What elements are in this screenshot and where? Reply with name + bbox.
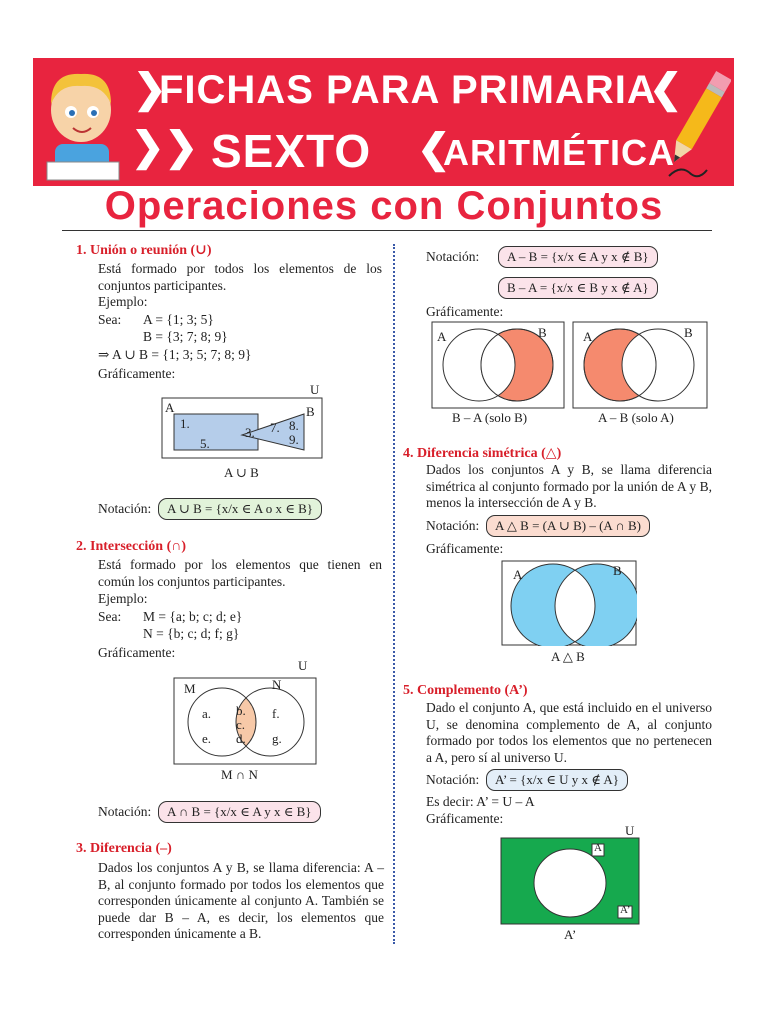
set-b-label: B bbox=[613, 563, 622, 578]
chevron-icon: ❮ bbox=[649, 67, 683, 111]
graphic-label: Gráficamente: bbox=[98, 645, 176, 660]
set-a-label: A bbox=[437, 329, 447, 344]
set-a-def: A = {1; 3; 5} bbox=[143, 312, 214, 327]
complement-diagram bbox=[500, 837, 640, 925]
section-union-desc: Está formado por todos los elementos de los conjuntos participantes. bbox=[98, 261, 382, 293]
notation-label: Notación: bbox=[98, 501, 152, 516]
set-b-label: B bbox=[306, 404, 315, 419]
set-a-label: A bbox=[594, 842, 602, 854]
element-9: 9. bbox=[289, 432, 299, 447]
banner-line1: FICHAS PARA PRIMARIA bbox=[159, 68, 657, 112]
double-chevron-icon: ❯❯ bbox=[131, 125, 199, 169]
title-rule bbox=[62, 230, 712, 231]
element-7: 7. bbox=[270, 420, 280, 435]
complement-label: A’ bbox=[620, 904, 631, 916]
notation-label: Notación: bbox=[426, 772, 480, 787]
element-d: d. bbox=[236, 731, 246, 746]
example-label: Ejemplo: bbox=[98, 294, 148, 309]
banner-subject: ARITMÉTICA bbox=[443, 132, 675, 173]
symmetric-diff-formula: A △ B = (A ∪ B) – (A ∩ B) bbox=[486, 515, 650, 537]
union-formula: A ∪ B = {x/x ∈ A o x ∈ B} bbox=[158, 498, 322, 520]
sea-label: Sea: bbox=[98, 312, 122, 327]
notation-label: Notación: bbox=[426, 249, 480, 264]
notation-label: Notación: bbox=[426, 518, 480, 533]
banner-line2: SEXTO bbox=[211, 125, 372, 177]
difference-formula-1: A – B = {x/x ∈ A y x ∉ B} bbox=[498, 246, 658, 268]
symmetric-diff-caption: A △ B bbox=[551, 649, 585, 664]
graphic-label: Gráficamente: bbox=[426, 541, 504, 556]
intersection-caption: M ∩ N bbox=[221, 767, 258, 782]
element-1: 1. bbox=[180, 416, 190, 431]
set-a-label: A bbox=[583, 329, 593, 344]
element-g: g. bbox=[272, 731, 282, 746]
pencil-icon bbox=[661, 64, 731, 182]
section-symmetric-diff-title: 4. Diferencia simétrica (△) bbox=[403, 446, 562, 461]
complement-formula: A’ = {x/x ∈ U y x ∉ A} bbox=[486, 769, 628, 791]
element-f: f. bbox=[272, 706, 280, 721]
set-a-label: A bbox=[165, 400, 175, 415]
union-result: ⇒ A ∪ B = {1; 3; 5; 7; 8; 9} bbox=[98, 347, 252, 362]
difference-caption-2: A – B (solo A) bbox=[598, 410, 674, 425]
difference-caption-1: B – A (solo B) bbox=[452, 410, 528, 425]
graphic-label: Gráficamente: bbox=[98, 366, 176, 381]
set-m-label: M bbox=[184, 681, 196, 696]
section-intersection-title: 2. Intersección (∩) bbox=[76, 539, 186, 554]
set-b-label: B bbox=[684, 325, 693, 340]
set-b-def: B = {3; 7; 8; 9} bbox=[143, 329, 228, 344]
section-complement-title: 5. Complemento (A’) bbox=[403, 683, 528, 698]
union-caption: A ∪ B bbox=[224, 465, 259, 480]
header-banner bbox=[33, 58, 734, 186]
chevron-icon: ❮ bbox=[417, 127, 451, 171]
element-e: e. bbox=[202, 731, 212, 746]
graphic-label: Gráficamente: bbox=[426, 811, 504, 826]
element-c: c. bbox=[236, 717, 246, 732]
set-a-label: A bbox=[513, 567, 523, 582]
complement-caption: A’ bbox=[564, 927, 577, 942]
graphic-label: Gráficamente: bbox=[426, 304, 504, 319]
page-title: Operaciones con Conjuntos bbox=[104, 184, 664, 228]
difference-formula-2: B – A = {x/x ∈ B y x ∉ A} bbox=[498, 277, 658, 299]
element-8: 8. bbox=[289, 418, 299, 433]
element-a: a. bbox=[202, 706, 212, 721]
element-3: 3. bbox=[245, 425, 255, 440]
intersection-formula: A ∩ B = {x/x ∈ A y x ∈ B} bbox=[158, 801, 321, 823]
set-b-label: B bbox=[538, 325, 547, 340]
example-label: Ejemplo: bbox=[98, 591, 148, 606]
section-symmetric-diff-desc: Dados los conjuntos A y B, se llama diferencia simétrica al conjunto formado por la unión de A y B, menos la intersección de A y B. bbox=[426, 462, 712, 510]
element-5: 5. bbox=[200, 436, 210, 451]
element-b: b. bbox=[236, 703, 246, 718]
section-intersection-desc: Está formado por los elementos que tienen en común los conjuntos participantes. bbox=[98, 557, 382, 589]
column-divider bbox=[393, 244, 395, 944]
section-complement-desc: Dado el conjunto A, que está incluido en el universo U, se denomina complemento de A, al conjunto formado por todos los elementos que no pertenecen a A, pero sí al universo U. bbox=[426, 700, 712, 765]
universe-label: U bbox=[298, 658, 308, 673]
child-illustration bbox=[37, 62, 129, 182]
section-difference-title: 3. Diferencia (–) bbox=[76, 841, 172, 856]
es-decir-text: Es decir: A’ = U – A bbox=[426, 794, 535, 809]
universe-label: U bbox=[310, 382, 320, 397]
section-union-title: 1. Unión o reunión (∪) bbox=[76, 243, 212, 258]
chevron-icon: ❯ bbox=[133, 67, 167, 111]
section-difference-desc: Dados los conjuntos A y B, se llama diferencia: A – B, al conjunto formado por todos los elementos que corresponden únicamente al conjunto A. También se puede dar B – A, es decir, los elementos que corresponden únicamente a B. bbox=[98, 860, 384, 941]
sea-label: Sea: bbox=[98, 609, 122, 624]
set-n-label: N bbox=[272, 677, 282, 692]
notation-label: Notación: bbox=[98, 804, 152, 819]
universe-label: U bbox=[625, 823, 635, 838]
set-m-def: M = {a; b; c; d; e} bbox=[143, 609, 243, 624]
set-n-def: N = {b; c; d; f; g} bbox=[143, 626, 240, 641]
